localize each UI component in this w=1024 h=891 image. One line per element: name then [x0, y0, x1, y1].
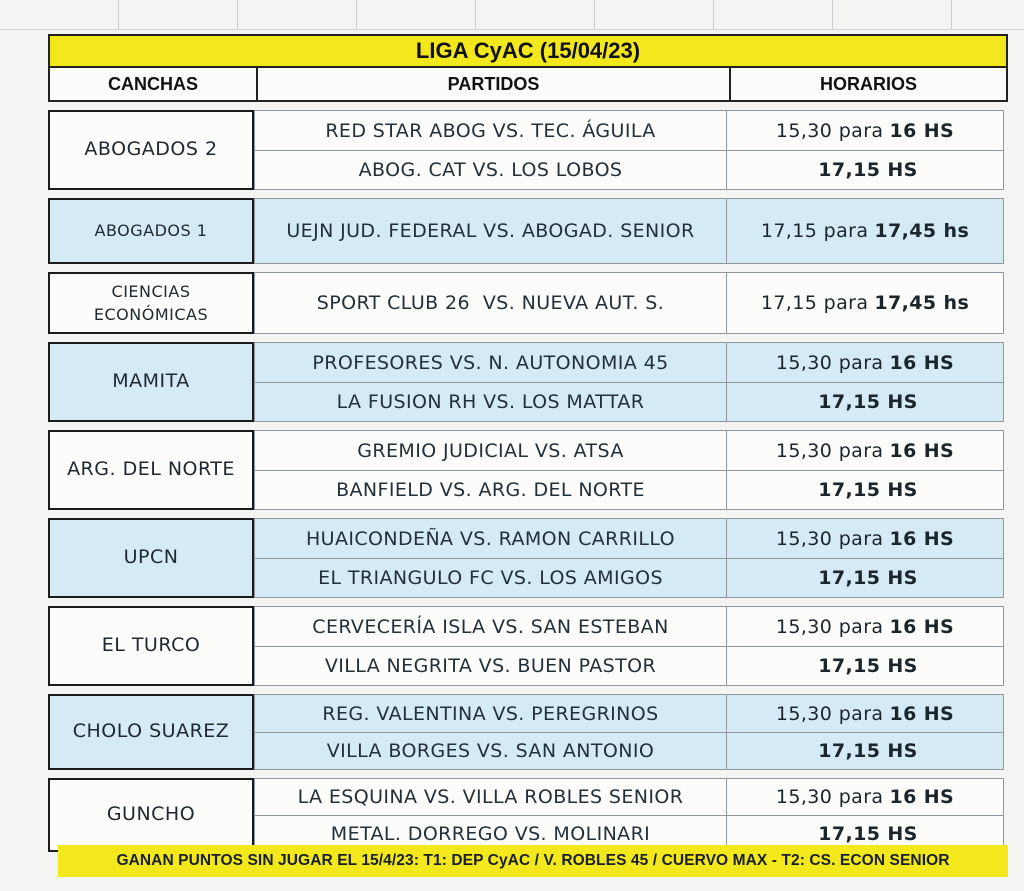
match-entry: REG. VALENTINA VS. PEREGRINOS [322, 702, 659, 725]
header-partidos: PARTIDOS [256, 68, 729, 100]
times-cell [727, 518, 1004, 598]
venue-group-ciencias-economicas [48, 272, 1008, 334]
time-prefix: 15,30 para [775, 439, 884, 462]
time-prefix: 15,30 para [775, 786, 884, 808]
venue-cell: GUNCHO [48, 778, 254, 852]
time-bold: 16 HS [889, 786, 955, 808]
time-bold: 16 HS [889, 527, 955, 550]
venue-cell: UPCN [48, 518, 254, 598]
match-entry: UEJN JUD. FEDERAL VS. ABOGAD. SENIOR [286, 220, 695, 242]
matches-cell [254, 110, 727, 190]
match-entry: PROFESORES VS. N. AUTONOMIA 45 [312, 351, 669, 374]
time-entry [727, 646, 1003, 685]
times-cell [727, 198, 1004, 264]
venue-line: CIENCIAS [111, 281, 191, 301]
times-cell [727, 606, 1004, 686]
time-bold: 17,15 HS [818, 391, 918, 413]
match-entry: HUAICONDEÑA VS. RAMON CARRILLO [305, 527, 675, 550]
times-cell [727, 342, 1004, 422]
venue-group-guncho [48, 778, 1008, 852]
venue-group-el-turco [48, 606, 1008, 686]
matches-cell [254, 778, 727, 852]
matches-cell [254, 272, 727, 334]
match-entry: VILLA BORGES VS. SAN ANTONIO [255, 732, 726, 769]
match-entry: RED STAR ABOG VS. TEC. ÁGUILA [325, 119, 656, 142]
match-entry: SPORT CLUB 26 VS. NUEVA AUT. S. [316, 292, 665, 314]
matches-cell [254, 694, 727, 770]
time-entry [727, 519, 1003, 558]
time-bold: 16 HS [889, 351, 955, 374]
match-entry: ABOG. CAT VS. LOS LOBOS [255, 150, 726, 189]
match-entry: BANFIELD VS. ARG. DEL NORTE [255, 470, 726, 509]
venue-cell: ABOGADOS 2 [48, 110, 254, 190]
venue-cell [48, 272, 254, 334]
venue-cell: ARG. DEL NORTE [48, 430, 254, 510]
page-title: LIGA CyAC (15/04/23) [48, 34, 1008, 68]
header-horarios: HORARIOS [729, 68, 1006, 100]
time-bold: 17,15 HS [818, 822, 918, 845]
time-entry [727, 111, 1003, 150]
match-entry: LA ESQUINA VS. VILLA ROBLES SENIOR [297, 786, 684, 808]
time-bold: 16 HS [889, 702, 955, 725]
times-cell [727, 110, 1004, 190]
time-entry [727, 150, 1003, 189]
matches-cell [254, 342, 727, 422]
time-entry [727, 470, 1003, 509]
fixture-table [48, 34, 1008, 852]
venue-cell: CHOLO SUAREZ [48, 694, 254, 770]
time-entry [727, 382, 1003, 421]
match-entry: CERVECERÍA ISLA VS. SAN ESTEBAN [312, 615, 669, 638]
times-cell [727, 694, 1004, 770]
time-entry [727, 431, 1003, 470]
time-bold: 17,45 hs [874, 292, 970, 314]
matches-cell [254, 430, 727, 510]
time-bold: 17,15 HS [818, 479, 918, 501]
match-entry: VILLA NEGRITA VS. BUEN PASTOR [255, 646, 726, 685]
time-prefix: 15,30 para [775, 527, 884, 550]
venue-group-abogados-1 [48, 198, 1008, 264]
match-entry: LA FUSION RH VS. LOS MATTAR [255, 382, 726, 421]
time-entry [727, 607, 1003, 646]
venue-line: ECONÓMICAS [93, 305, 209, 324]
time-bold: 17,15 HS [818, 567, 918, 589]
time-bold: 17,15 HS [818, 655, 918, 677]
time-bold: 17,45 hs [874, 220, 970, 242]
table-header [48, 68, 1008, 102]
venue-group-mamita [48, 342, 1008, 422]
times-cell [727, 778, 1004, 852]
time-entry [727, 732, 1003, 769]
time-entry [727, 558, 1003, 597]
time-bold: 17,15 HS [818, 159, 918, 181]
spreadsheet-gridlines [0, 0, 1024, 30]
venue-cell: EL TURCO [48, 606, 254, 686]
venue-group-abogados-2 [48, 110, 1008, 190]
times-cell [727, 272, 1004, 334]
time-prefix: 17,15 para [760, 220, 869, 242]
time-entry [727, 695, 1003, 732]
time-entry [727, 273, 1003, 333]
time-prefix: 15,30 para [775, 615, 884, 638]
time-bold: 16 HS [889, 615, 955, 638]
time-prefix: 15,30 para [775, 351, 884, 374]
header-canchas: CANCHAS [108, 73, 198, 94]
matches-cell [254, 198, 727, 264]
time-prefix: 15,30 para [775, 702, 884, 725]
match-entry: GREMIO JUDICIAL VS. ATSA [357, 439, 624, 462]
time-entry [727, 199, 1003, 263]
venue-cell: ABOGADOS 1 [48, 198, 254, 264]
match-entry: EL TRIANGULO FC VS. LOS AMIGOS [255, 558, 726, 597]
time-entry [727, 779, 1003, 815]
footer-note: GANAN PUNTOS SIN JUGAR EL 15/4/23: T1: DEP CyAC / V. ROBLES 45 / CUERVO MAX - T2: CS. ECON SENIOR [58, 845, 1008, 877]
time-prefix: 17,15 para [760, 292, 869, 314]
time-bold: 16 HS [889, 439, 955, 462]
matches-cell [254, 606, 727, 686]
time-entry [727, 343, 1003, 382]
times-cell [727, 430, 1004, 510]
venue-cell: MAMITA [48, 342, 254, 422]
venue-group-upcn [48, 518, 1008, 598]
venue-group-arg-del-norte [48, 430, 1008, 510]
matches-cell [254, 518, 727, 598]
match-entry: METAL. DORREGO VS. MOLINARI [255, 815, 726, 851]
time-prefix: 15,30 para [775, 119, 884, 142]
time-bold: 17,15 HS [818, 740, 918, 762]
time-bold: 16 HS [889, 119, 955, 142]
venue-group-cholo-suarez [48, 694, 1008, 770]
